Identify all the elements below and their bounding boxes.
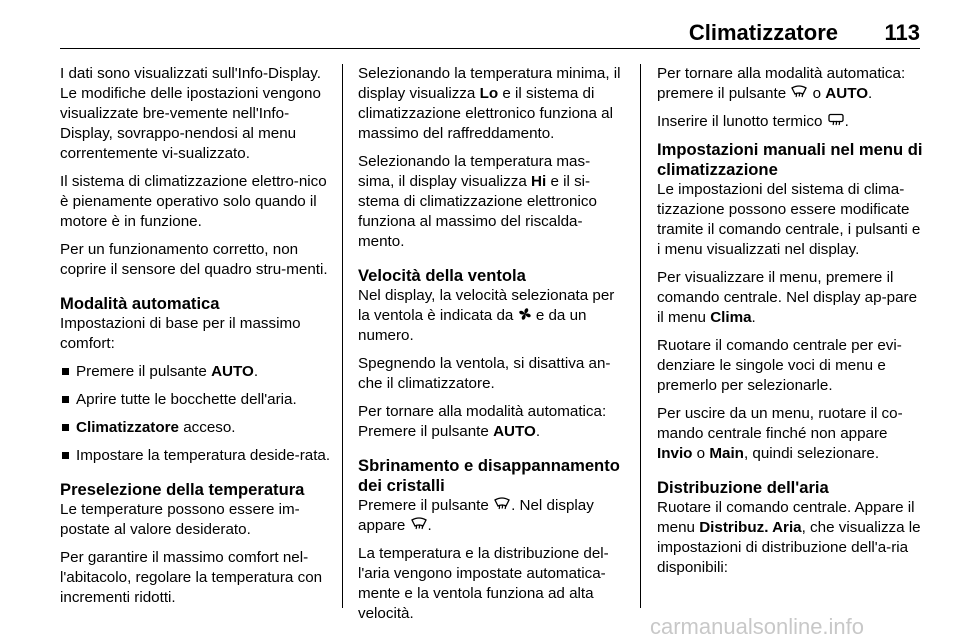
heading-temperature-preselection: Preselezione della temperatura <box>60 480 305 499</box>
windscreen-defrost-icon <box>410 517 428 531</box>
heading-defrost: Sbrinamento e disappannamento dei cristalli <box>358 456 620 495</box>
column-divider <box>640 64 641 608</box>
auto-keyword: AUTO <box>211 363 254 380</box>
page-number: 113 <box>884 20 920 45</box>
column-divider <box>342 64 343 608</box>
paragraph: Selezionando la temperatura minima, il display visualizza Lo e il sistema di climatizzazione elettronico funziona al massimo del raffreddamento. <box>358 65 621 142</box>
paragraph: Ruotare il comando centrale per evi-denziare le singole voci di menu e premerlo per selezionarle. <box>657 337 902 394</box>
paragraph: Premere il pulsante . Nel display appare . <box>358 497 594 534</box>
paragraph: Ruotare il comando centrale. Appare il menu Distribuz. Aria, che visualizza le impostazioni di distribuzione dell'a-ria disponibili: <box>657 499 921 576</box>
paragraph: Nel display, la velocità selezionata per la ventola è indicata da e da un numero. <box>358 287 615 344</box>
list-item: Climatizzatore acceso. <box>60 418 332 438</box>
paragraph: La temperatura e la distribuzione del-l'aria vengono impostate automatica-mente e la ventola funziona ad alta velocità. <box>358 545 609 622</box>
paragraph: Per tornare alla modalità automatica: Premere il pulsante AUTO. <box>358 403 607 440</box>
bullet-square-icon <box>62 368 69 375</box>
watermark: carmanualsonline.info <box>650 614 865 639</box>
heading-manual-settings: Impostazioni manuali nel menu di climatizzazione <box>657 140 923 179</box>
column-1 <box>60 64 332 616</box>
paragraph: Inserire il lunotto termico . <box>657 113 849 130</box>
paragraph: Le impostazioni del sistema di clima-tizzazione possono essere modificate tramite il comando centrale, i pulsanti e i menu visualizzati nel display. <box>657 181 921 258</box>
heading-air-distribution: Distribuzione dell'aria <box>657 478 829 497</box>
windscreen-defrost-icon <box>790 85 808 99</box>
paragraph: Impostazioni di base per il massimo comfort: <box>60 315 301 352</box>
paragraph: Selezionando la temperatura mas-sima, il display visualizza Hi e il si-stema di climatizzazione elettronico funziona al massimo del riscalda-mento. <box>358 153 597 250</box>
header-rule <box>60 48 920 49</box>
paragraph: Per tornare alla modalità automatica: premere il pulsante o AUTO. <box>657 65 906 102</box>
rear-window-heating-icon <box>827 113 845 127</box>
heading-automatic-mode: Modalità automatica <box>60 294 220 313</box>
paragraph: I dati sono visualizzati sull'Info-Display. Le modifiche delle ipostazioni vengono visualizzate bre-vemente nell'Info-Display, sovrappo-nendosi al menu correntemente vi-sualizzato. <box>60 65 321 162</box>
paragraph: Le temperature possono essere im-postate al valore desiderato. <box>60 501 300 538</box>
paragraph: Per visualizzare il menu, premere il comando centrale. Nel display ap-pare il menu Clima. <box>657 269 918 326</box>
paragraph: Il sistema di climatizzazione elettro-nico è pienamente operativo solo quando il motore è in funzione. <box>60 173 327 230</box>
list-item: Aprire tutte le bocchette dell'aria. <box>60 390 332 410</box>
paragraph: Per uscire da un menu, ruotare il co-mando centrale finché non appare Invio o Main, quindi selezionare. <box>657 405 903 462</box>
list-item: Impostare la temperatura deside-rata. <box>60 446 332 466</box>
windscreen-defrost-icon <box>493 497 511 511</box>
bullet-square-icon <box>62 396 69 403</box>
paragraph: Spegnendo la ventola, si disattiva an-che il climatizzatore. <box>358 355 611 392</box>
heading-fan-speed: Velocità della ventola <box>358 266 526 285</box>
paragraph: Per garantire il massimo comfort nel-l'abitacolo, regolare la temperatura con incrementi ridotti. <box>60 549 323 606</box>
paragraph: Per un funzionamento corretto, non coprire il sensore del quadro stru-menti. <box>60 241 328 278</box>
page-title: Climatizzatore <box>688 20 838 45</box>
bullet-square-icon <box>62 452 69 459</box>
column-2 <box>358 64 626 632</box>
bullet-square-icon <box>62 424 69 431</box>
list-item: Premere il pulsante AUTO. <box>60 362 332 382</box>
column-3 <box>657 64 923 586</box>
fan-icon <box>518 307 532 321</box>
